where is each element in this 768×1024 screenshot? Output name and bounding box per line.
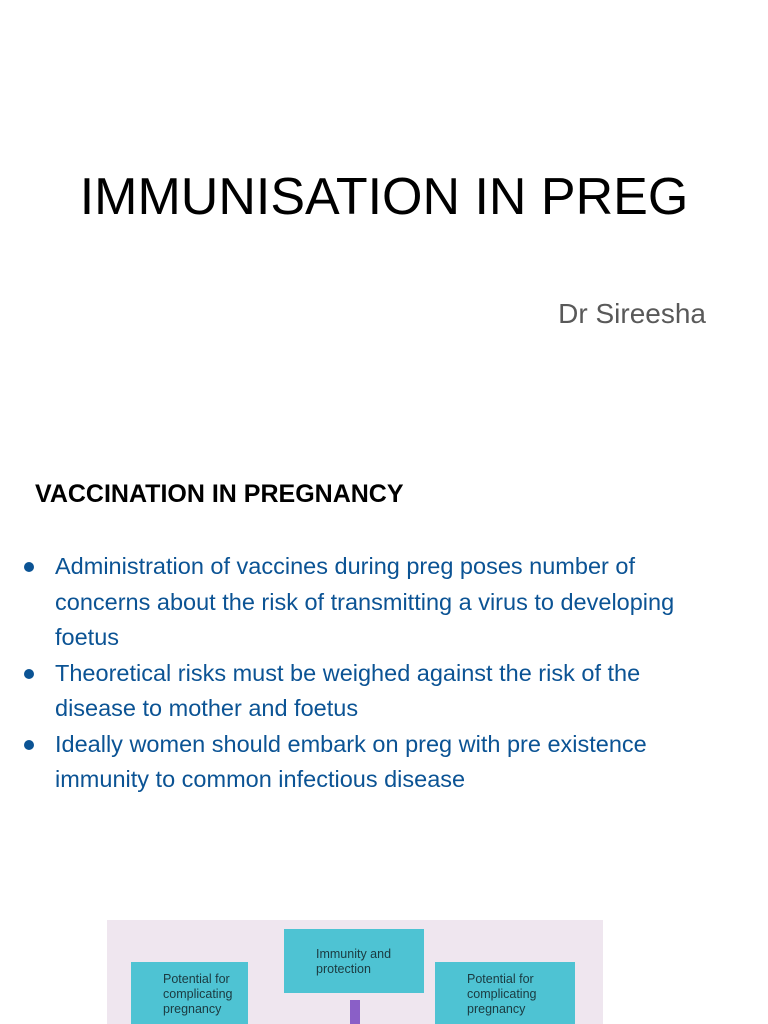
bullet-text: Administration of vaccines during preg poses number of concerns about the risk of transmitting a virus to developing foetus: [55, 553, 675, 650]
bullet-dot-icon: [24, 740, 34, 750]
bullet-text: Ideally women should embark on preg with pre existence immunity to common infectious disease: [55, 730, 647, 792]
bullet-item: [22, 549, 722, 656]
section-heading: VACCINATION IN PREGNANCY: [35, 480, 404, 508]
diagram-connector: [350, 1000, 360, 1024]
diagram-box-right: Potential for complicating pregnancy: [435, 962, 575, 1024]
bullet-dot-icon: [24, 562, 34, 572]
bullet-item: [22, 656, 722, 727]
slide-title: IMMUNISATION IN PREG: [79, 168, 689, 226]
bullet-list: [22, 549, 722, 798]
author-name: Dr Sireesha: [558, 298, 706, 329]
diagram-box-left: Potential for complicating pregnancy: [131, 962, 248, 1024]
bullet-text: Theoretical risks must be weighed against the risk of the disease to mother and foetus: [55, 659, 641, 721]
diagram-figure: [107, 920, 603, 1024]
bullet-dot-icon: [24, 669, 34, 679]
bullet-item: [22, 727, 722, 798]
diagram-box-middle: Immunity and protection: [284, 929, 424, 993]
